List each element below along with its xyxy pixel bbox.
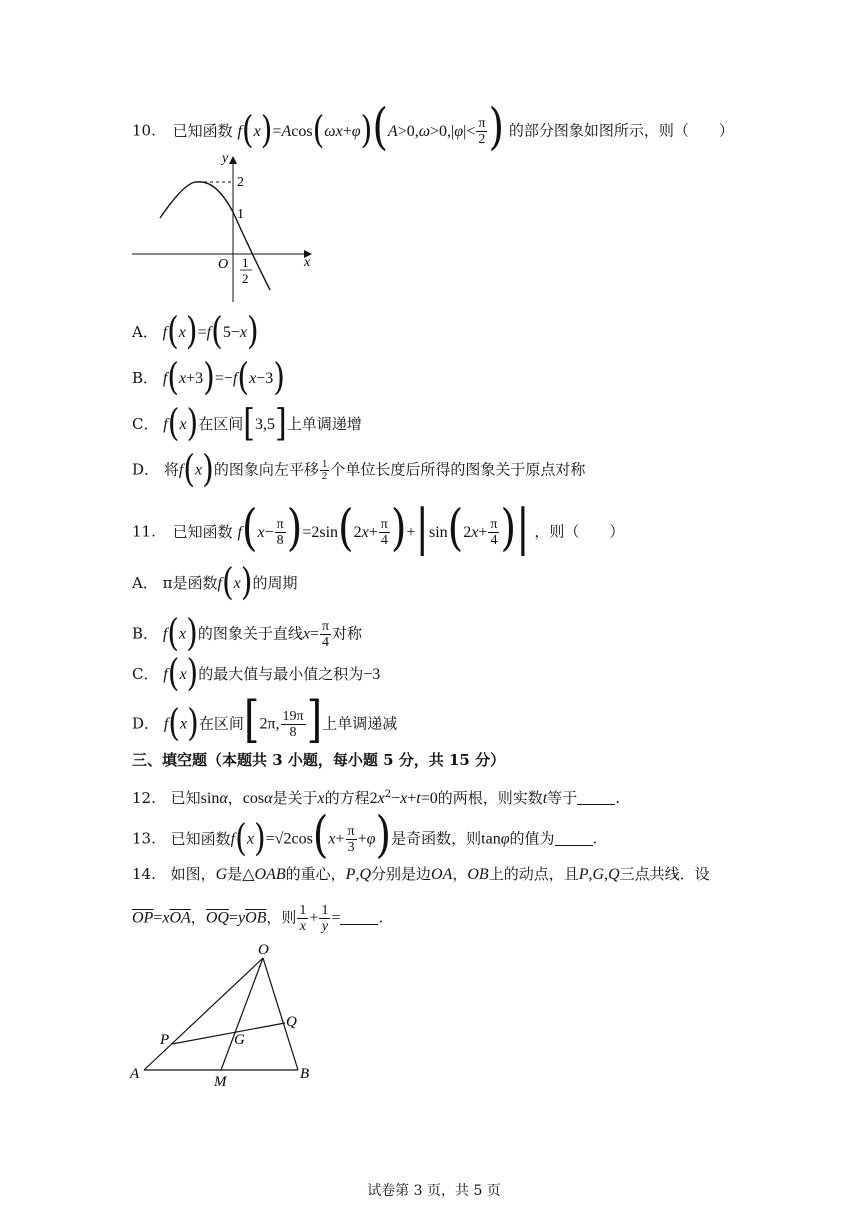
q14-text: 上的动点，且 (488, 865, 579, 883)
q10-graph (128, 150, 318, 305)
graph-tick-2: 2 (237, 175, 244, 190)
option-label: C． (132, 665, 159, 683)
section-title: 三、填空题（本题共 3 小题，每小题 5 分，共 15 分） (132, 751, 506, 769)
q12-number: 12. (132, 789, 156, 807)
option-text: 的图象向左平移 (213, 460, 319, 479)
q12-text: 的方程 (324, 789, 370, 807)
option-label: A． (132, 574, 158, 592)
fig-label-P: P (160, 1032, 170, 1048)
fig-label-A: A (130, 1066, 140, 1082)
q12: 12. 已知sinα，cosα是关于x的方程$2x^2-x+t=0$的两根，则实数t等于 . (132, 789, 621, 807)
q11-formula: f(x− $\frac{\pi}{8}$ )=2sin(2x+ $\frac{\pi}{4}$ )+|sin(2x+ $\frac{\pi}{4}$ )| (237, 498, 530, 557)
q14-figure (128, 938, 328, 1090)
option-label: A． (132, 323, 158, 341)
q13-text: . (592, 829, 598, 848)
q14-text: 分别是边 (371, 865, 432, 883)
option-label: B． (132, 624, 159, 643)
fig-label-B: B (300, 1066, 310, 1082)
q10-stem-text: 已知函数 (172, 121, 233, 140)
option-text: 在区间 (198, 415, 244, 433)
q12-text: 等于 (547, 789, 578, 807)
q11-number: 11. (132, 522, 156, 541)
option-text: 个单位长度后所得的图象关于原点对称 (330, 460, 586, 479)
q10-number: 10. (132, 121, 156, 140)
option-text: 在区间 (198, 714, 244, 733)
fig-label-O: O (258, 942, 269, 958)
q11-option-d: D． f(x)在区间[2π, $\frac{19\pi}{8}$ ]上单调递减 (132, 690, 398, 749)
q10-stem (132, 97, 734, 156)
q12-text: . (615, 789, 621, 807)
q12-text: ， (227, 789, 243, 807)
option-text: π是函数 (162, 574, 218, 592)
fig-label-G: G (234, 1032, 245, 1048)
option-text: 的图象关于直线 (197, 624, 303, 643)
q10-option-c: C． f(x)在区间[3,5]上单调递增 (132, 401, 362, 446)
q14-text: . (378, 908, 384, 927)
q14-text: ， (452, 865, 468, 883)
q14-number: 14. (132, 865, 156, 883)
q13: 13. 已知函数f(x)=√2cos(x+ $\frac{\pi}{3}$ +φ)是奇函数，则tanφ的值为 . (132, 805, 598, 864)
option-value: −3 (363, 666, 381, 683)
graph-origin: O (218, 257, 229, 272)
graph-y-label: y (222, 151, 229, 166)
q12-text: 是关于 (272, 789, 318, 807)
q14-answer-blank[interactable] (340, 910, 378, 925)
option-text: 的周期 (252, 574, 298, 592)
q11-stem-text: 已知函数 (172, 522, 233, 541)
q14-text: 是 (227, 865, 243, 883)
graph-tick-half-num: 1 (242, 255, 249, 270)
q12-text: 的两根，则实数 (437, 789, 543, 807)
option-text: 对称 (332, 624, 363, 643)
q14-line1: 14. 如图，G是△OAB的重心，P,Q分别是边OA，OB上的动点，且P,G,Q三点共线．设 (132, 865, 710, 883)
page-footer: 试卷第 3 页，共 5 页 (367, 1183, 501, 1199)
q13-text: 的值为 (509, 829, 555, 848)
q14-line2: $\overline{OP}=x\overline{OA}$，$\overline{OQ}=y\overline{OB}$，则 $\frac{1}{x}$ + $\frac{1}{y}$ = . (132, 903, 384, 934)
option-label: B． (132, 369, 159, 387)
q10-option-b (132, 355, 285, 400)
q14-text: 三点共线．设 (619, 865, 710, 883)
q11-option-a: A． π是函数f(x)的周期 (132, 560, 298, 605)
option-text: 将 (163, 460, 179, 479)
q12-answer-blank[interactable] (577, 790, 615, 805)
option-text: 上单调递增 (286, 415, 362, 433)
q14-text: 的重心， (285, 865, 346, 883)
q14-text: ， (190, 908, 206, 927)
fig-label-M: M (214, 1074, 227, 1090)
q10-formula: f(x)=Acos(ωx+φ)(A>0,ω>0,|φ|< $\frac{\pi}{2}$ ) (237, 97, 505, 156)
q14-text: 如图， (170, 865, 216, 883)
q14-text: ，则 (266, 908, 297, 927)
option-text: 的最大值与最小值之积为 (198, 665, 364, 683)
q11-option-c: C． f(x)的最大值与最小值之积为−3 (132, 651, 381, 696)
option-text: 上单调递减 (322, 714, 398, 733)
graph-x-label: x (304, 255, 311, 270)
q10-a-formula: f(x)=f(5−x) (162, 309, 259, 354)
q10-stem-suffix: 的部分图象如图所示，则（ ） (508, 121, 734, 140)
option-label: D． (132, 714, 160, 733)
q10-option-a (132, 309, 259, 354)
q12-text: 已知 (170, 789, 201, 807)
graph-tick-half-den: 2 (242, 271, 249, 286)
fig-label-Q: Q (286, 1014, 297, 1030)
q11-stem-suffix: ，则（ ） (534, 522, 625, 541)
q10-b-formula: f(x+3)=−f(x−3) (162, 355, 285, 400)
option-label: C． (132, 415, 159, 433)
q11-option-b: B． f(x)的图象关于直线x= $\frac{\pi}{4}$ 对称 (132, 611, 363, 655)
graph-tick-1: 1 (237, 207, 244, 222)
q13-number: 13. (132, 829, 156, 848)
q10-option-d: D． 将f(x)的图象向左平移 $\frac{1}{2}$ 个单位长度后所得的图象关于原点对称 (132, 447, 586, 491)
q13-text: 已知函数 (170, 829, 231, 848)
option-label: D． (132, 460, 160, 479)
q11-stem (132, 498, 625, 557)
q13-text: 是奇函数，则 (391, 829, 482, 848)
q13-answer-blank[interactable] (555, 831, 593, 846)
